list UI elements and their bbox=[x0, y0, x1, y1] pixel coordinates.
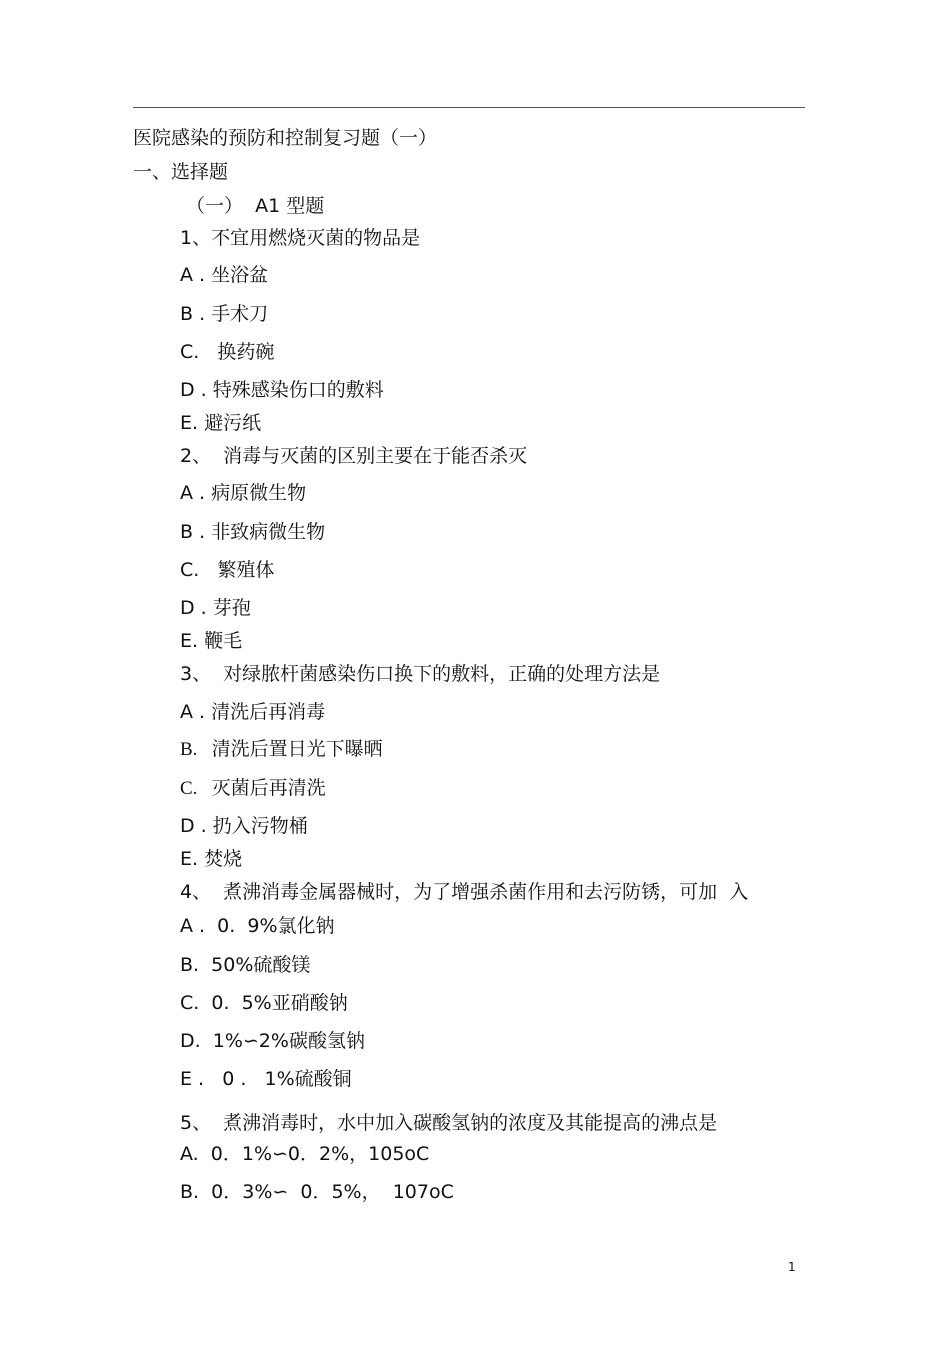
page-number: 1 bbox=[788, 1260, 796, 1274]
answer-option: B . 非致病微生物 bbox=[180, 521, 326, 543]
answer-option: D. 1%∽2%碳酸氢钠 bbox=[180, 1030, 365, 1052]
question-stem: 2、 消毒与灭菌的区别主要在于能否杀灭 bbox=[180, 445, 528, 467]
question-stem: 3、 对绿脓杆菌感染伤口换下的敷料，正确的处理方法是 bbox=[180, 663, 661, 685]
answer-option: E . 0 . 1%硫酸铜 bbox=[180, 1068, 352, 1090]
subsection-heading: （一） A1 型题 bbox=[186, 195, 325, 217]
question-stem: 1、不宜用燃烧灭菌的物品是 bbox=[180, 227, 421, 249]
answer-option: E. 鞭毛 bbox=[180, 630, 243, 652]
answer-option: A . 0. 9%氯化钠 bbox=[180, 915, 335, 937]
answer-option: C. 换药碗 bbox=[180, 341, 275, 363]
document-title: 医院感染的预防和控制复习题（一） bbox=[133, 127, 438, 149]
answer-option: B. 50%硫酸镁 bbox=[180, 954, 311, 976]
header-rule bbox=[133, 107, 805, 108]
answer-option: B. 清洗后置日光下曝晒 bbox=[180, 739, 383, 760]
section-heading: 一、选择题 bbox=[133, 161, 229, 183]
answer-option: A . 坐浴盆 bbox=[180, 264, 269, 286]
answer-option: D . 特殊感染伤口的敷料 bbox=[180, 379, 384, 401]
answer-option: B . 手术刀 bbox=[180, 303, 269, 325]
answer-option: A . 清洗后再消毒 bbox=[180, 701, 326, 723]
answer-option: D . 芽孢 bbox=[180, 597, 251, 619]
answer-option: E. 焚烧 bbox=[180, 848, 243, 870]
answer-option: A . 病原微生物 bbox=[180, 482, 307, 504]
answer-option: E. 避污纸 bbox=[180, 412, 262, 434]
answer-option: B. 0．3%∽ 0．5%， 107oC bbox=[180, 1181, 454, 1203]
answer-option: C. 灭菌后再清洗 bbox=[180, 778, 326, 799]
answer-option: D . 扔入污物桶 bbox=[180, 815, 308, 837]
answer-option: A. 0．1%∽0．2%，105oC bbox=[180, 1143, 430, 1165]
question-stem: 5、 煮沸消毒时，水中加入碳酸氢钠的浓度及其能提高的沸点是 bbox=[180, 1112, 718, 1134]
question-stem: 4、 煮沸消毒金属器械时，为了增强杀菌作用和去污防锈，可加 入 bbox=[180, 881, 749, 903]
answer-option: C. 繁殖体 bbox=[180, 559, 275, 581]
answer-option: C. 0. 5%亚硝酸钠 bbox=[180, 992, 348, 1014]
